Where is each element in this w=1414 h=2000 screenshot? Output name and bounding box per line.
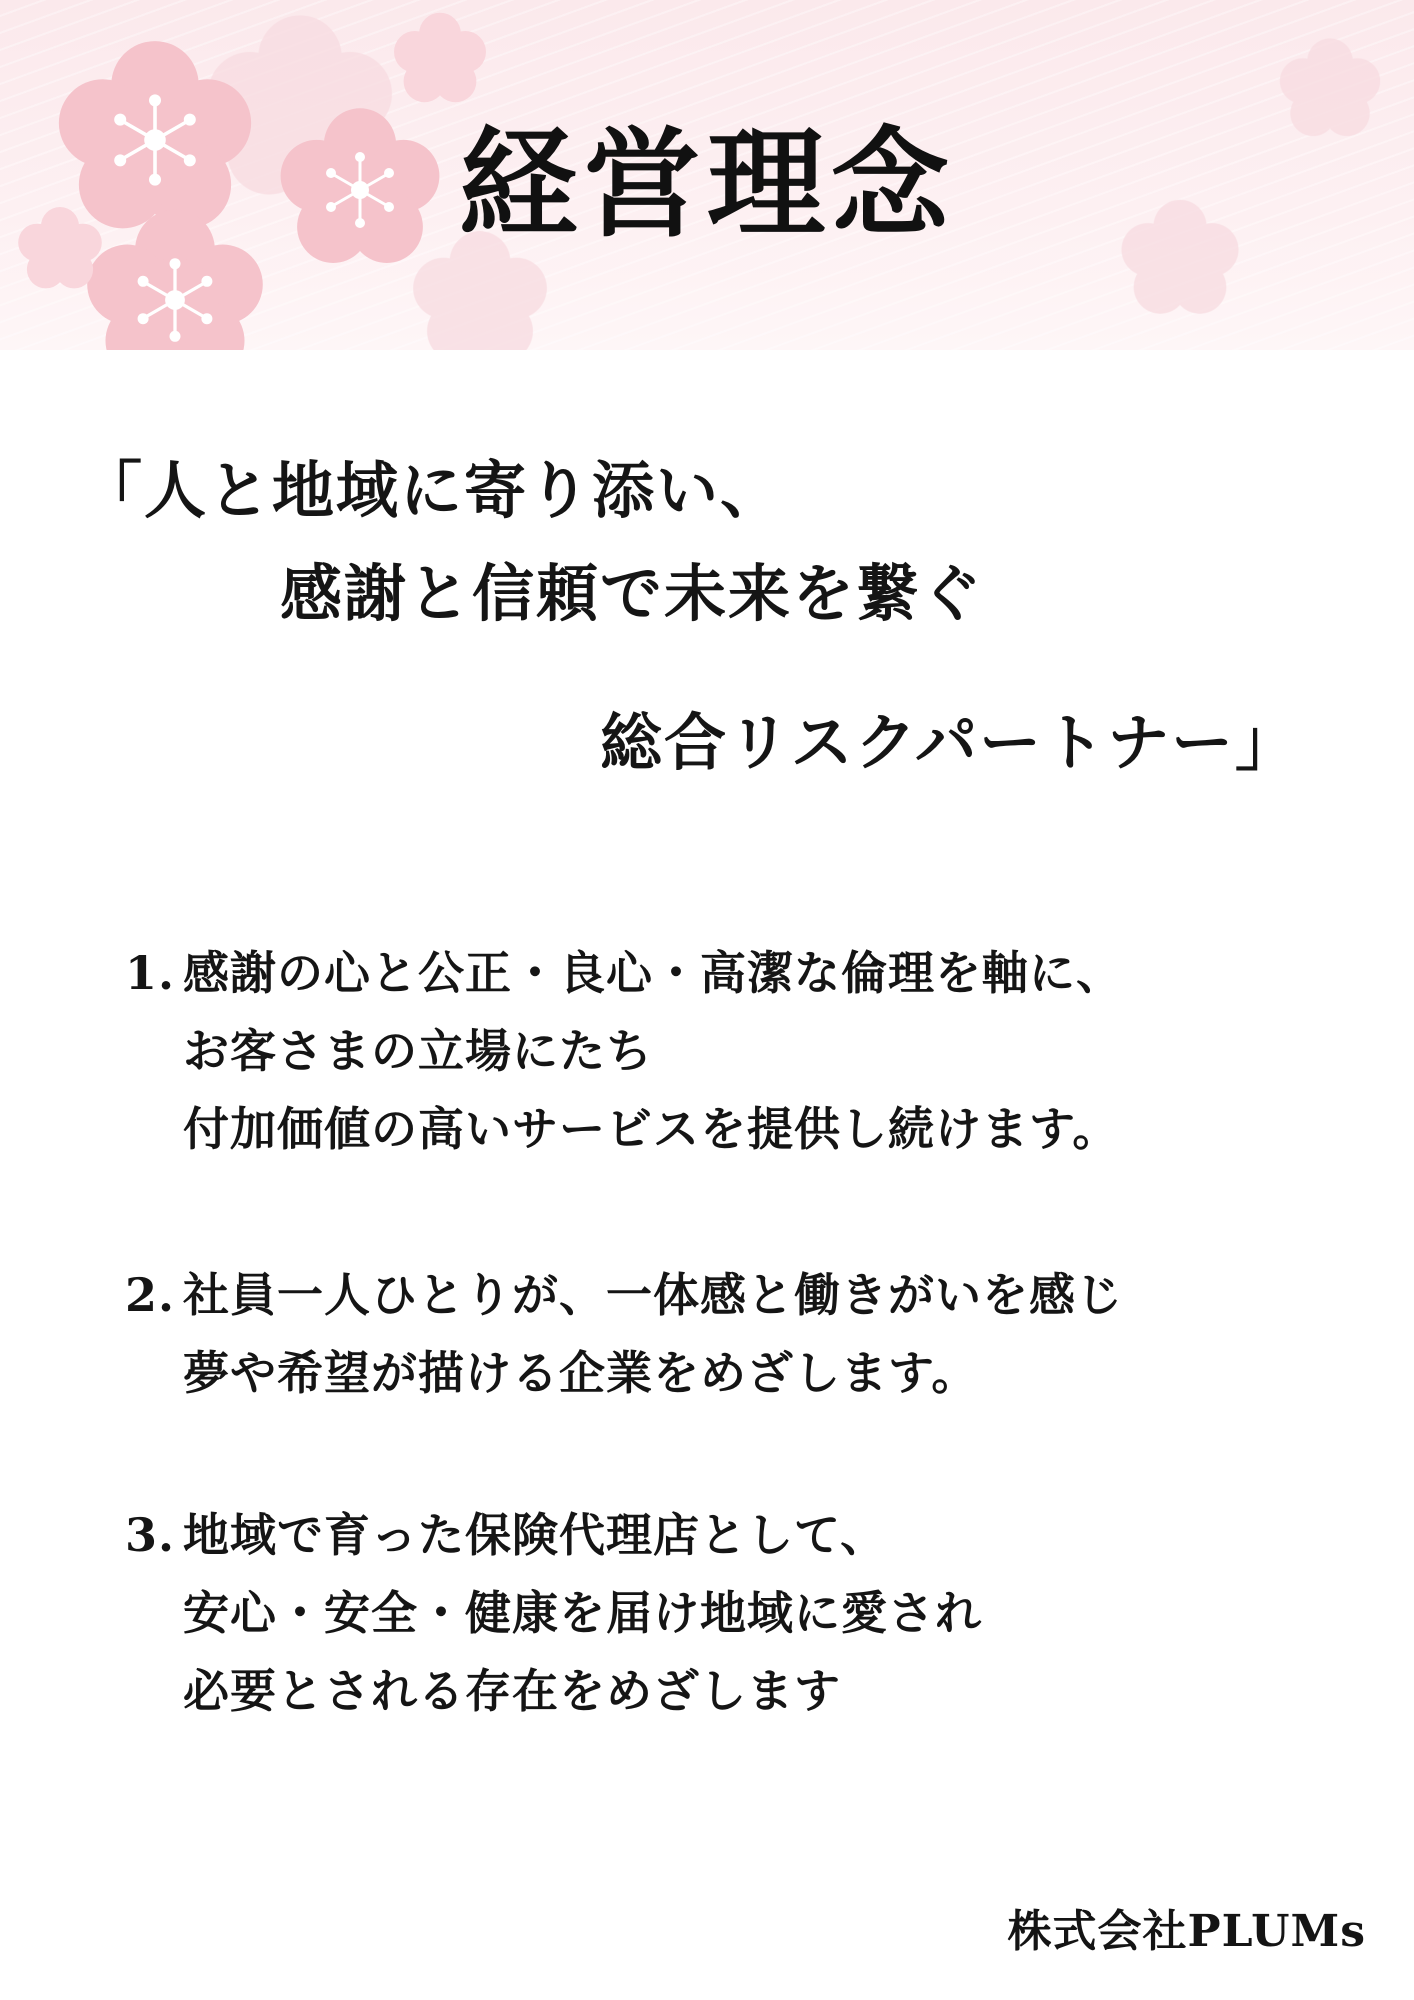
principle-text: 安心・安全・健康を届け地域に愛され — [183, 1586, 982, 1640]
vision-line-2: 感謝と信頼で未来を繋ぐ — [280, 557, 985, 630]
principle-line — [125, 946, 1123, 1028]
company-prefix: 株式会社 — [1007, 1906, 1188, 1957]
vision-line-3: 総合リスクパートナー」 — [600, 706, 1300, 779]
principle-text: 付加価値の高いサービスを提供し続けます。 — [183, 1102, 1120, 1156]
principle-number: 2. — [125, 1268, 176, 1322]
principle-text: 夢や希望が描ける企業をめざします。 — [183, 1346, 979, 1400]
principle-item — [125, 1268, 1123, 1428]
principle-line — [125, 1508, 982, 1590]
principle-line — [125, 1268, 1123, 1350]
principle-item — [125, 946, 1123, 1184]
principle-text: 必要とされる存在をめざします — [183, 1664, 841, 1718]
principle-number: 1. — [125, 946, 176, 1000]
principle-number: 3. — [125, 1508, 176, 1562]
page-title: 経営理念 — [458, 115, 955, 253]
principle-text: 感謝の心と公正・良心・高潔な倫理を軸に、 — [183, 946, 1123, 1000]
principle-text: 地域で育った保険代理店として、 — [183, 1508, 888, 1562]
principle-text: 社員一人ひとりが、一体感と働きがいを感じ — [183, 1268, 1123, 1322]
principle-text: お客さまの立場にたち — [183, 1024, 653, 1078]
vision-line-1: 「人と地域に寄り添い、 — [80, 454, 785, 527]
company-name — [1007, 1906, 1366, 1957]
principle-item — [125, 1508, 982, 1746]
company-brand: PLUMs — [1187, 1906, 1366, 1957]
header-banner — [0, 0, 1414, 350]
